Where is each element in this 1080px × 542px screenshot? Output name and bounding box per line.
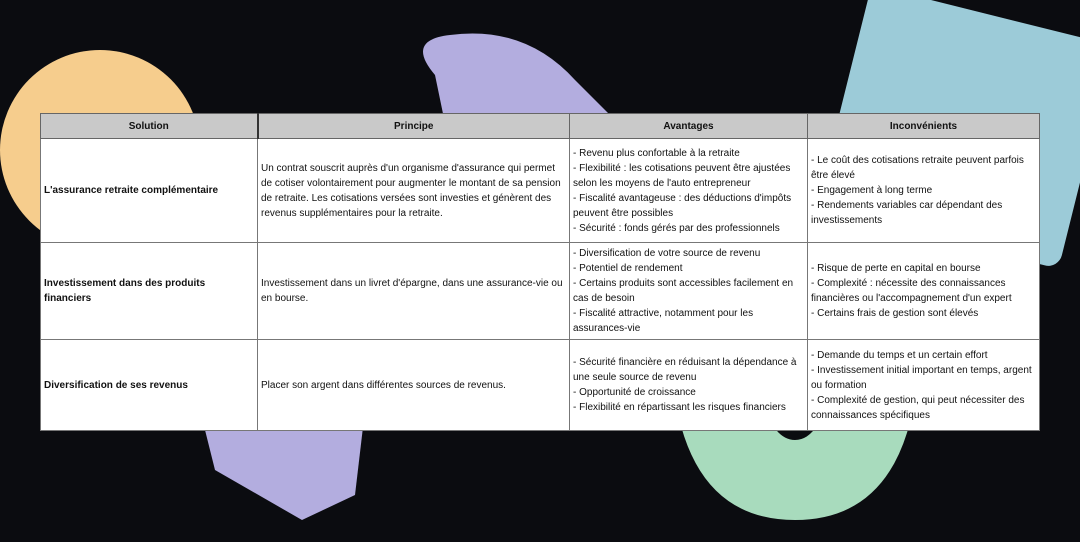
inconvenients-cell bbox=[808, 243, 1040, 340]
table-row bbox=[41, 340, 1040, 431]
inconvenient-item: - Complexité : nécessite des connaissances financières ou l'accompagnement d'un expert bbox=[811, 278, 1012, 304]
inconvenient-item: - Certains frais de gestion sont élevés bbox=[811, 308, 979, 319]
avantages-cell bbox=[570, 243, 808, 340]
avantage-item: - Potentiel de rendement bbox=[573, 263, 683, 274]
table-row bbox=[41, 243, 1040, 340]
avantage-item: - Sécurité : fonds gérés par des professionnels bbox=[573, 222, 780, 234]
principe-cell: Investissement dans un livret d'épargne, dans une assurance-vie ou en bourse. bbox=[258, 243, 570, 340]
avantage-item: - Flexibilité en répartissant les risques financiers bbox=[573, 402, 786, 413]
table-header-row bbox=[41, 114, 1040, 139]
avantage-item: - Fiscalité attractive, notamment pour les assurances-vie bbox=[573, 308, 754, 334]
solution-cell: Diversification de ses revenus bbox=[41, 340, 258, 431]
inconvenient-item: - Complexité de gestion, qui peut nécessiter des connaissances spécifiques bbox=[811, 394, 1025, 421]
inconvenients-cell bbox=[808, 139, 1040, 243]
principe-cell: Un contrat souscrit auprès d'un organisme d'assurance qui permet de cotiser volontairement pour augmenter le montant de sa pension de retraite. Les cotisations versées sont investies et génèrent des revenus supplémentaires pour la retraite. bbox=[258, 139, 570, 243]
solution-cell: L'assurance retraite complémentaire bbox=[41, 139, 258, 243]
inconvenient-item: - Rendements variables car dépendant des investissements bbox=[811, 200, 1003, 226]
inconvenient-item: - Le coût des cotisations retraite peuvent parfois être élevé bbox=[811, 155, 1024, 181]
inconvenient-item: - Demande du temps et un certain effort bbox=[811, 349, 988, 361]
avantage-item: - Flexibilité : les cotisations peuvent être ajustées selon les moyens de l'auto entrepreneur bbox=[573, 162, 791, 189]
avantages-cell bbox=[570, 340, 808, 431]
inconvenient-item: - Investissement initial important en temps, argent ou formation bbox=[811, 364, 1032, 391]
header-principe: Principe bbox=[258, 114, 570, 139]
header-solution: Solution bbox=[41, 114, 258, 139]
avantage-item: - Fiscalité avantageuse : des déductions d'impôts peuvent être possibles bbox=[573, 192, 792, 219]
avantage-item: - Certains produits sont accessibles facilement en cas de besoin bbox=[573, 278, 794, 304]
header-inconvenients: Inconvénients bbox=[808, 114, 1040, 139]
principe-cell: Placer son argent dans différentes sources de revenus. bbox=[258, 340, 570, 431]
avantage-item: - Sécurité financière en réduisant la dépendance à une seule source de revenu bbox=[573, 357, 797, 383]
table-row bbox=[41, 139, 1040, 243]
avantage-item: - Diversification de votre source de revenu bbox=[573, 248, 761, 259]
solution-cell: Investissement dans des produits financiers bbox=[41, 243, 258, 340]
avantages-cell bbox=[570, 139, 808, 243]
retirement-solutions-table bbox=[40, 113, 1040, 431]
inconvenient-item: - Engagement à long terme bbox=[811, 185, 933, 196]
header-avantages: Avantages bbox=[570, 114, 808, 139]
inconvenients-cell bbox=[808, 340, 1040, 431]
avantage-item: - Opportunité de croissance bbox=[573, 387, 696, 398]
inconvenient-item: - Risque de perte en capital en bourse bbox=[811, 263, 981, 274]
avantage-item: - Revenu plus confortable à la retraite bbox=[573, 147, 740, 159]
